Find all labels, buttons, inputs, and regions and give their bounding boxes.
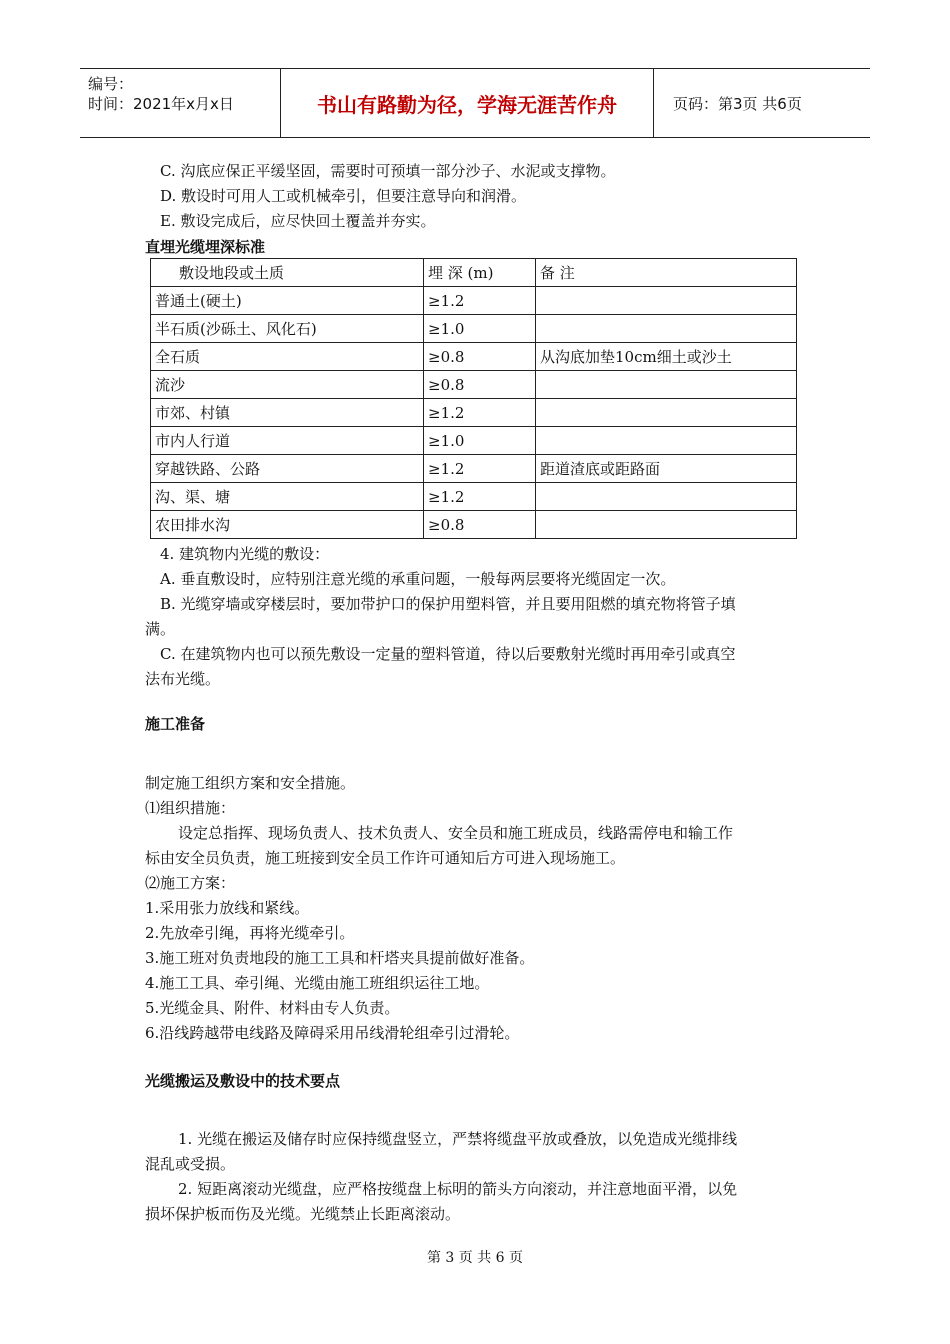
org-line1: 设定总指挥、现场负责人、技术负责人、安全员和施工班成员，线路需停电和输工作 bbox=[178, 824, 734, 842]
table-row bbox=[151, 371, 797, 399]
table-cell bbox=[536, 511, 797, 539]
table-cell bbox=[536, 399, 797, 427]
table-header-row bbox=[151, 259, 797, 287]
table-cell bbox=[536, 483, 797, 511]
time-label: 时间：2021年x月x日 bbox=[88, 95, 234, 113]
building-b-line2: 满。 bbox=[145, 620, 176, 638]
tech-p1-line1: 1. 光缆在搬运及储存时应保持缆盘竖立，严禁将缆盘平放或叠放，以免造成光缆排线 bbox=[178, 1130, 738, 1148]
page-label bbox=[663, 69, 870, 137]
table-row bbox=[151, 315, 797, 343]
table-cell: 普通土(硬土) bbox=[151, 287, 424, 315]
table-cell: 农田排水沟 bbox=[151, 511, 424, 539]
table-cell: ≥1.2 bbox=[424, 455, 536, 483]
page-footer: 第 3 页 共 6 页 bbox=[426, 1250, 524, 1266]
table-row bbox=[151, 455, 797, 483]
table-cell: 沟、渠、塘 bbox=[151, 483, 424, 511]
table-title: 直埋光缆埋深标准 bbox=[145, 238, 266, 256]
table-cell: ≥0.8 bbox=[424, 371, 536, 399]
table-cell: 从沟底加垫10cm细土或沙土 bbox=[536, 343, 797, 371]
table-cell: 市郊、村镇 bbox=[151, 399, 424, 427]
table-cell bbox=[536, 287, 797, 315]
page-label-text: 页码：第3页 共6页 bbox=[673, 94, 802, 113]
table-cell: 距道渣底或距路面 bbox=[536, 455, 797, 483]
item-e: E. 敷设完成后，应尽快回土覆盖并夯实。 bbox=[160, 212, 436, 230]
plan-item: 3.施工班对负责地段的施工工具和杆塔夹具提前做好准备。 bbox=[145, 949, 535, 967]
header-meta bbox=[80, 69, 281, 137]
building-c-line1: C. 在建筑物内也可以预先敷设一定量的塑料管道，待以后要敷射光缆时再用牵引或真空 bbox=[160, 645, 736, 663]
table-cell: 全石质 bbox=[151, 343, 424, 371]
number-label: 编号： bbox=[88, 75, 134, 93]
item-c: C. 沟底应保正平缓坚固，需要时可预填一部分沙子、水泥或支撑物。 bbox=[160, 162, 616, 180]
table-cell: ≥0.8 bbox=[424, 511, 536, 539]
prep-title: 施工准备 bbox=[145, 715, 206, 733]
table-cell: ≥1.2 bbox=[424, 287, 536, 315]
table-cell bbox=[536, 427, 797, 455]
table-row bbox=[151, 287, 797, 315]
building-heading: 4. 建筑物内光缆的敷设： bbox=[160, 545, 330, 563]
tech-p2-line2: 损坏保护板而伤及光缆。光缆禁止长距离滚动。 bbox=[145, 1205, 461, 1223]
plan-item: 5.光缆金具、附件、材料由专人负责。 bbox=[145, 999, 400, 1017]
header-cell: 敷设地段或土质 bbox=[151, 259, 424, 287]
building-a: A. 垂直敷设时，应特别注意光缆的承重问题，一般每两层要将光缆固定一次。 bbox=[160, 570, 676, 588]
table-cell: 穿越铁路、公路 bbox=[151, 455, 424, 483]
table-cell: 流沙 bbox=[151, 371, 424, 399]
table-cell: ≥0.8 bbox=[424, 343, 536, 371]
plan-item: 4.施工工具、牵引绳、光缆由施工班组织运往工地。 bbox=[145, 974, 490, 992]
table-row bbox=[151, 427, 797, 455]
table-cell: ≥1.2 bbox=[424, 483, 536, 511]
table-row bbox=[151, 511, 797, 539]
org-label: ⑴组织措施： bbox=[145, 799, 236, 817]
header-cell: 埋 深 (m) bbox=[424, 259, 536, 287]
table-cell bbox=[536, 371, 797, 399]
header-cell: 备 注 bbox=[536, 259, 797, 287]
building-b-line1: B. 光缆穿墙或穿楼层时，要加带护口的保护用塑料管，并且要用阻燃的填充物将管子填 bbox=[160, 595, 736, 613]
plan-item: 2.先放牵引绳，再将光缆牵引。 bbox=[145, 924, 355, 942]
table-cell: 半石质(沙砾土、风化石) bbox=[151, 315, 424, 343]
building-c-line2: 法布光缆。 bbox=[145, 670, 221, 688]
table-cell: ≥1.0 bbox=[424, 427, 536, 455]
org-line2: 标由安全员负责，施工班接到安全员工作许可通知后方可进入现场施工。 bbox=[145, 849, 626, 867]
tech-p1-line2: 混乱或受损。 bbox=[145, 1155, 236, 1173]
plan-label: ⑵施工方案： bbox=[145, 874, 236, 892]
tech-title: 光缆搬运及敷设中的技术要点 bbox=[145, 1072, 341, 1090]
page-header bbox=[80, 68, 870, 138]
table-row bbox=[151, 483, 797, 511]
item-d: D. 敷设时可用人工或机械牵引，但要注意导向和润滑。 bbox=[160, 187, 527, 205]
table-row bbox=[151, 343, 797, 371]
motto: 书山有路勤为径，学海无涯苦作舟 bbox=[281, 69, 654, 137]
plan-item: 1.采用张力放线和紧线。 bbox=[145, 899, 310, 917]
table-cell bbox=[536, 315, 797, 343]
table-cell: ≥1.0 bbox=[424, 315, 536, 343]
table-cell: ≥1.2 bbox=[424, 399, 536, 427]
prep-intro: 制定施工组织方案和安全措施。 bbox=[145, 774, 356, 792]
depth-table bbox=[150, 258, 797, 539]
plan-item: 6.沿线跨越带电线路及障碍采用吊线滑轮组牵引过滑轮。 bbox=[145, 1024, 520, 1042]
table-row bbox=[151, 399, 797, 427]
tech-p2-line1: 2. 短距离滚动光缆盘，应严格按缆盘上标明的箭头方向滚动，并注意地面平滑，以免 bbox=[178, 1180, 738, 1198]
table-cell: 市内人行道 bbox=[151, 427, 424, 455]
